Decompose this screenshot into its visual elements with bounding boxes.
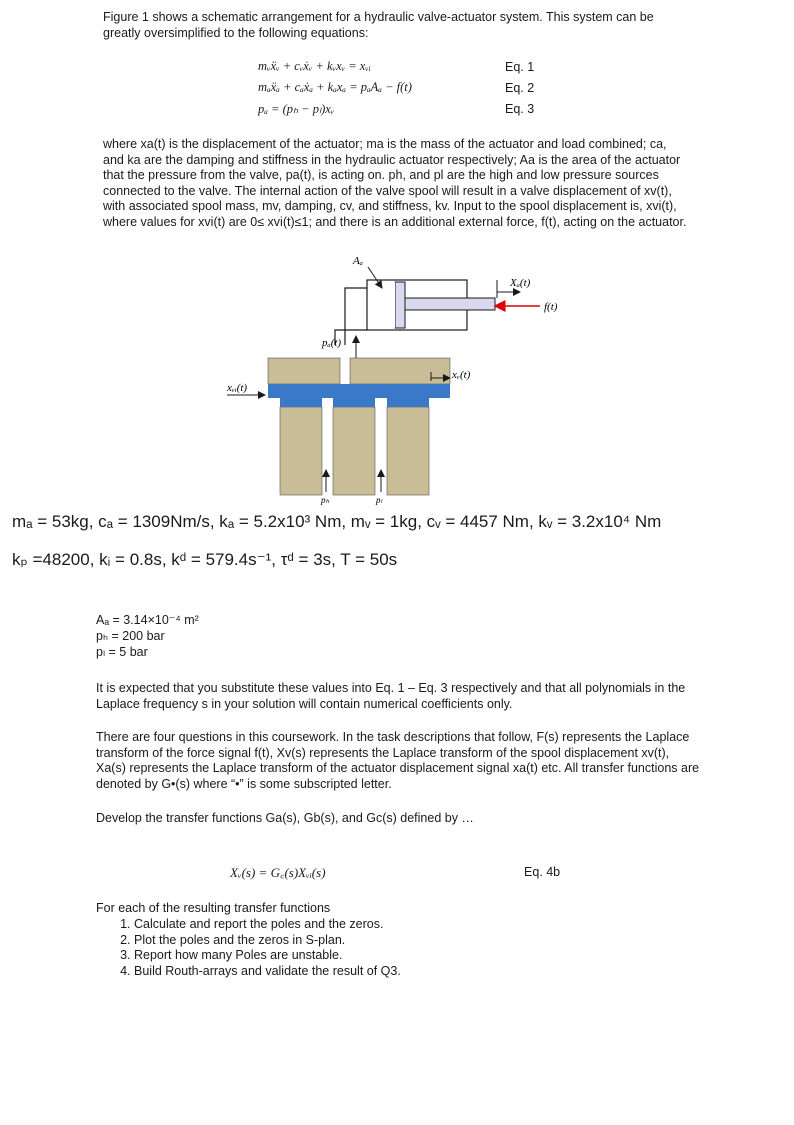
parameters-line-1: mₐ = 53kg, cₐ = 1309Nm/s, kₐ = 5.2x10³ Nm, mᵥ = 1kg, cᵥ = 4457 Nm, kᵥ = 3.2x10⁴ Nm [12, 512, 662, 531]
area-label: Aₐ [353, 255, 363, 267]
xv-label: xᵥ(t) [452, 369, 471, 381]
task-item-4: 4. Build Routh-arrays and validate the result of Q3. [134, 964, 596, 980]
intro-paragraph: Figure 1 shows a schematic arrangement for a hydraulic valve-actuator system. This system can be greatly oversimplified to the following equations: [103, 10, 654, 40]
actuator-cylinder [367, 280, 495, 330]
task-item-2: 2. Plot the poles and the zeros in S-plan. [134, 933, 596, 949]
equation-1: mᵥẍᵥ + cᵥẋᵥ + kᵥxᵥ = xᵥᵢ [258, 59, 371, 73]
task-item-1: 1. Calculate and report the poles and the zeros. [134, 917, 596, 933]
tasks-intro: For each of the resulting transfer functions [96, 901, 331, 915]
equation-1-label: Eq. 1 [505, 60, 535, 74]
constant-ph: pₕ = 200 bar [96, 629, 165, 643]
pl-label: pₗ [376, 495, 382, 505]
questions-intro: There are four questions in this coursework. In the task descriptions that follow, F(s) represents the Laplace transform of the force signal f(t), Xv(s) represents the Laplace transform of the spool displacement xv(t), Xa(s) represents the Laplace transform of the actuator displacement signal xa(t) etc. All transfer functions are denoted by G•(s) where “•” is some subscripted letter. [96, 730, 700, 791]
equation-3-label: Eq. 3 [505, 102, 535, 116]
task-list [96, 917, 596, 979]
valve-spool [268, 384, 450, 407]
parameters-line-2: kₚ =48200, kᵢ = 0.8s, kᵈ = 579.4s⁻¹, τᵈ = 3s, T = 50s [12, 550, 398, 569]
description-paragraph: where xa(t) is the displacement of the actuator; ma is the mass of the actuator and load combined; ca, and ka are the damping and stiffness in the hydraulic actuator respectively; Aa is the area of the actuator that the pressure from the valve, pa(t), is acting on. ph, and pl are the high and low pressure sources connected to the valve. The internal action of the valve spool will result in a valve displacement of xv(t), with associated spool mass, mv, damping, cv, and stiffness, kv. Input to the spool displacement is, xvi(t), where values for xvi(t) are 0≤ xvi(t)≤1; and there is an additional external force, f(t), acting on the actuator. [103, 137, 687, 229]
develop-line: Develop the transfer functions Ga(s), Gb(s), and Gc(s) defined by … [96, 811, 474, 825]
constant-area: Aₐ = 3.14×10⁻⁴ m² [96, 613, 199, 627]
xa-label: Xₐ(t) [510, 277, 531, 289]
force-label: f(t) [544, 301, 558, 313]
xvi-label: xᵥᵢ(t) [227, 382, 248, 394]
equation-4b: Xᵥ(s) = G꜀(s)Xᵥᵢ(s) [230, 865, 326, 880]
substitution-note: It is expected that you substitute these values into Eq. 1 – Eq. 3 respectively and that all polynomials in the Laplace frequency s in your solution will contain numerical coefficients only. [96, 681, 686, 711]
ph-label: pₕ [321, 495, 330, 505]
constant-pl: pₗ = 5 bar [96, 645, 148, 659]
valve-actuator-schematic [210, 250, 580, 505]
equation-3: pₐ = (pₕ − pₗ)xᵥ [258, 102, 335, 116]
valve-body [268, 358, 450, 495]
task-item-3: 3. Report how many Poles are unstable. [134, 948, 596, 964]
equation-2-label: Eq. 2 [505, 81, 535, 95]
equation-2: mₐẍₐ + cₐẋₐ + kₐxₐ = pₐAₐ − f(t) [258, 80, 412, 94]
pa-label: pₐ(t) [322, 337, 342, 349]
equation-4b-label: Eq. 4b [524, 865, 561, 879]
